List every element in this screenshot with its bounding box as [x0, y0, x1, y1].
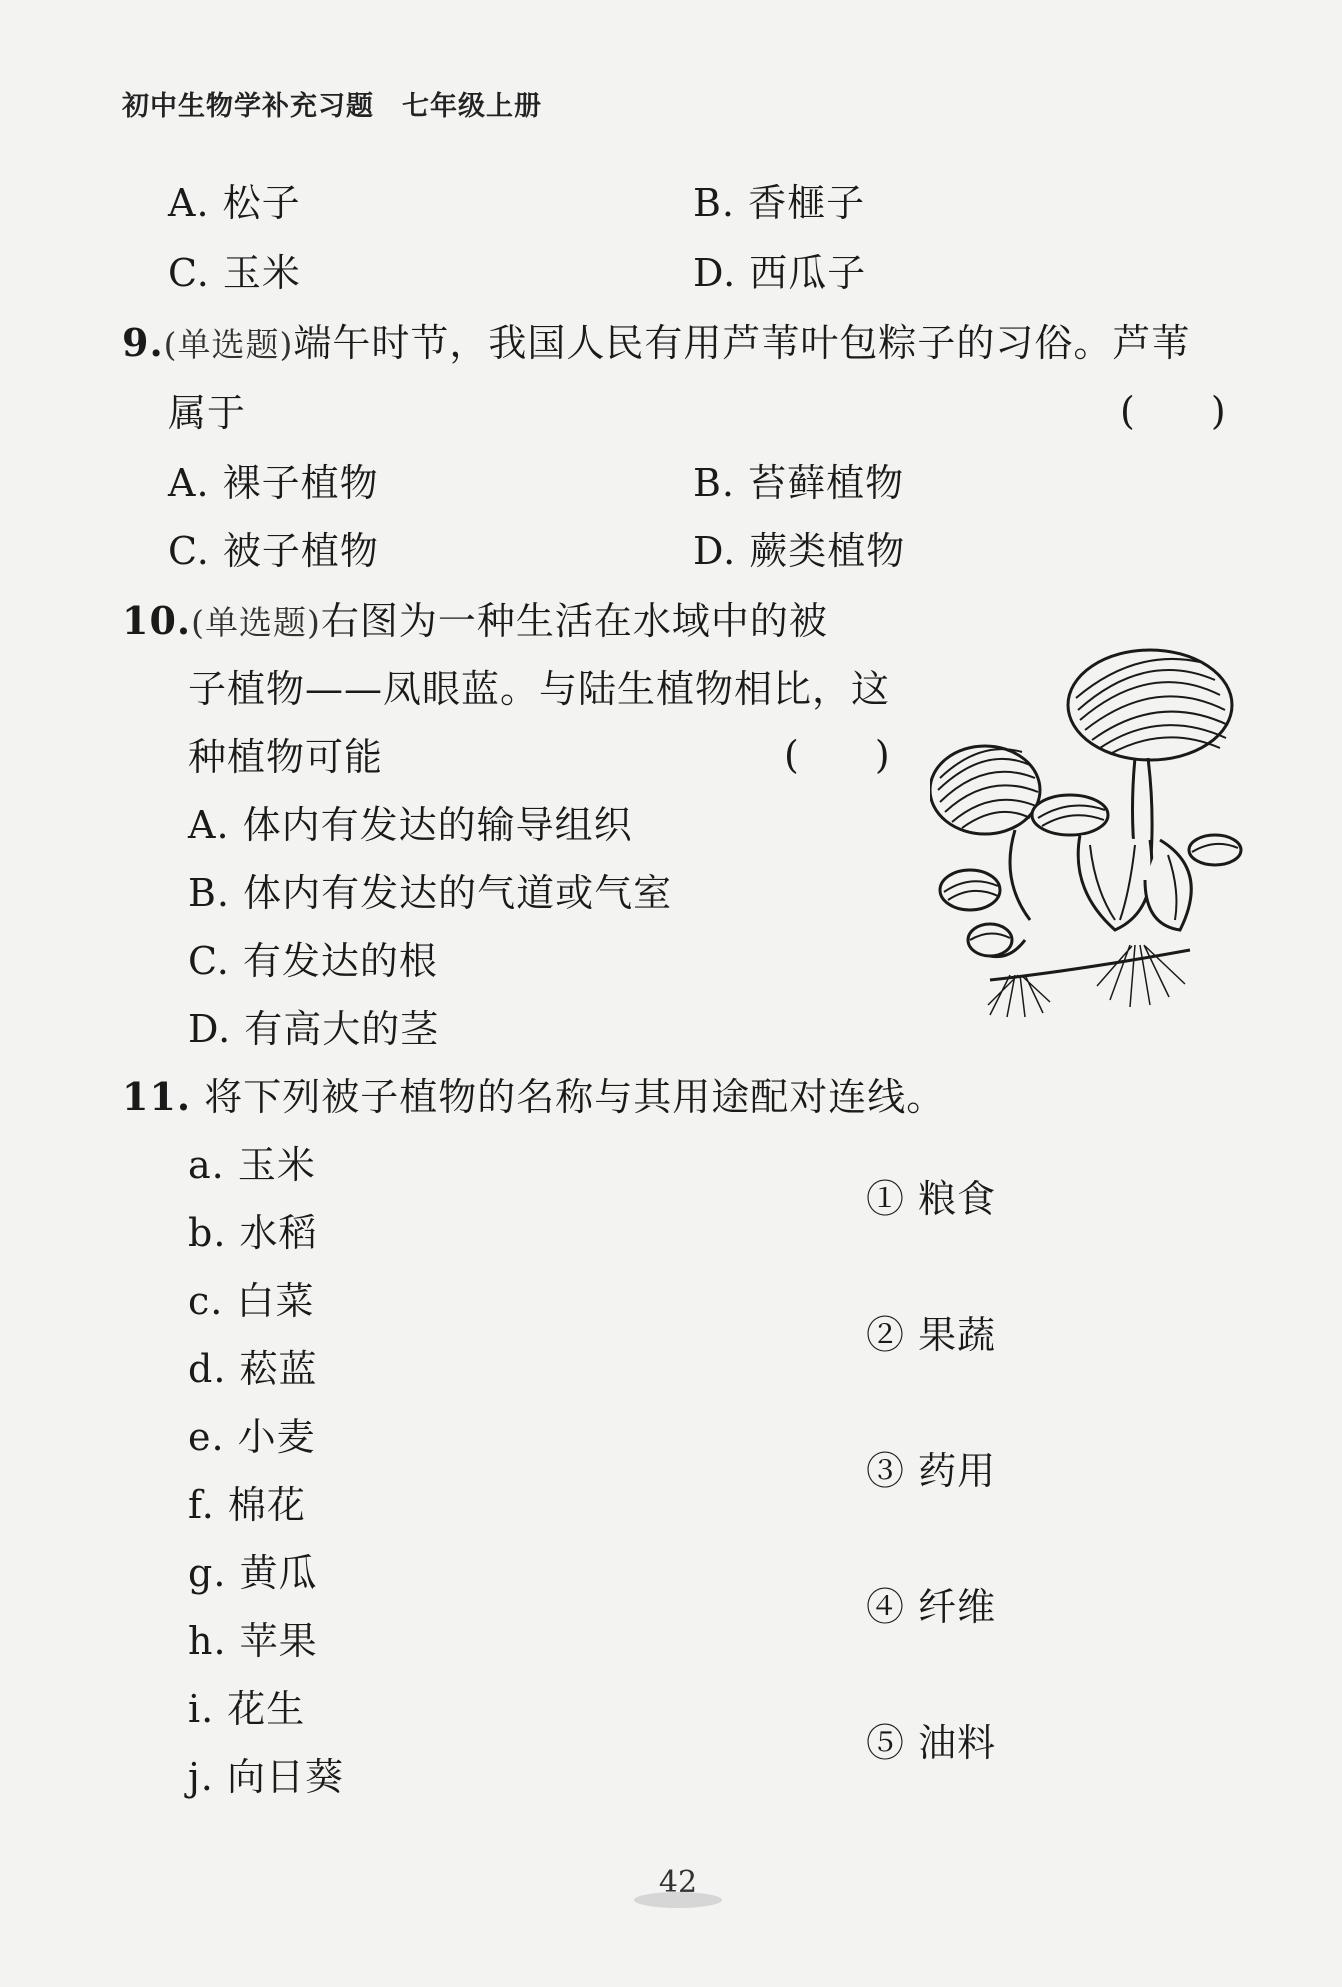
- q11-right-item: ④ 纤维: [866, 1585, 997, 1629]
- q11-left-item: j. 向日葵: [188, 1755, 344, 1799]
- answer-blank: ( ): [784, 733, 890, 777]
- water-hyacinth-illustration: [930, 640, 1250, 1020]
- question-text: 将下列被子植物的名称与其用途配对连线。: [204, 1075, 946, 1119]
- question-10: [122, 590, 828, 645]
- page-number: 42: [658, 1865, 698, 1900]
- q8-option-d: D. 西瓜子: [693, 251, 867, 295]
- q11-right-item: ⑤ 油料: [866, 1721, 997, 1765]
- question-10-line3: 种植物可能: [188, 735, 384, 779]
- q11-left-item: d. 菘蓝: [188, 1347, 318, 1391]
- question-text: 端午时节，我国人民有用芦苇叶包粽子的习俗。芦苇: [293, 321, 1191, 365]
- q9-option-c: C. 被子植物: [168, 529, 379, 573]
- q11-left-item: h. 苹果: [188, 1619, 318, 1663]
- question-9: [122, 312, 1190, 367]
- answer-blank: ( ): [1120, 389, 1226, 433]
- q10-option-c: C. 有发达的根: [188, 939, 438, 983]
- q11-left-item: b. 水稻: [188, 1211, 318, 1255]
- q11-left-item: c. 白菜: [188, 1279, 315, 1323]
- q9-option-d: D. 蕨类植物: [693, 529, 906, 573]
- q9-option-a: A. 裸子植物: [168, 461, 379, 505]
- question-number: 9.: [122, 320, 164, 365]
- q11-left-item: i. 花生: [188, 1687, 306, 1731]
- question-type-tag: (单选题): [191, 603, 321, 642]
- question-10-line2: 子植物——凤眼蓝。与陆生植物相比，这: [188, 667, 891, 711]
- q10-option-b: B. 体内有发达的气道或气室: [188, 871, 673, 915]
- q10-option-d: D. 有高大的茎: [188, 1007, 440, 1051]
- q11-left-item: e. 小麦: [188, 1415, 316, 1459]
- q11-right-item: ③ 药用: [866, 1449, 997, 1493]
- q11-left-item: g. 黄瓜: [188, 1551, 318, 1595]
- question-number: 11.: [122, 1074, 192, 1119]
- q11-right-item: ② 果蔬: [866, 1313, 997, 1357]
- question-type-tag: (单选题): [163, 325, 294, 364]
- question-number: 10.: [122, 598, 192, 643]
- q10-option-a: A. 体内有发达的输导组织: [188, 803, 633, 847]
- q8-option-a: A. 松子: [168, 181, 301, 225]
- question-11: [122, 1066, 945, 1121]
- question-9-line2: 属于: [168, 391, 247, 435]
- q8-option-b: B. 香榧子: [693, 181, 866, 225]
- question-text: 右图为一种生活在水域中的被: [320, 599, 828, 643]
- q8-option-c: C. 玉米: [168, 251, 301, 295]
- header-title: 初中生物学补充习题 七年级上册: [122, 91, 542, 122]
- q11-left-item: f. 棉花: [188, 1483, 306, 1527]
- q11-left-item: a. 玉米: [188, 1143, 316, 1187]
- q11-right-item: ① 粮食: [866, 1177, 997, 1221]
- q9-option-b: B. 苔藓植物: [693, 461, 905, 505]
